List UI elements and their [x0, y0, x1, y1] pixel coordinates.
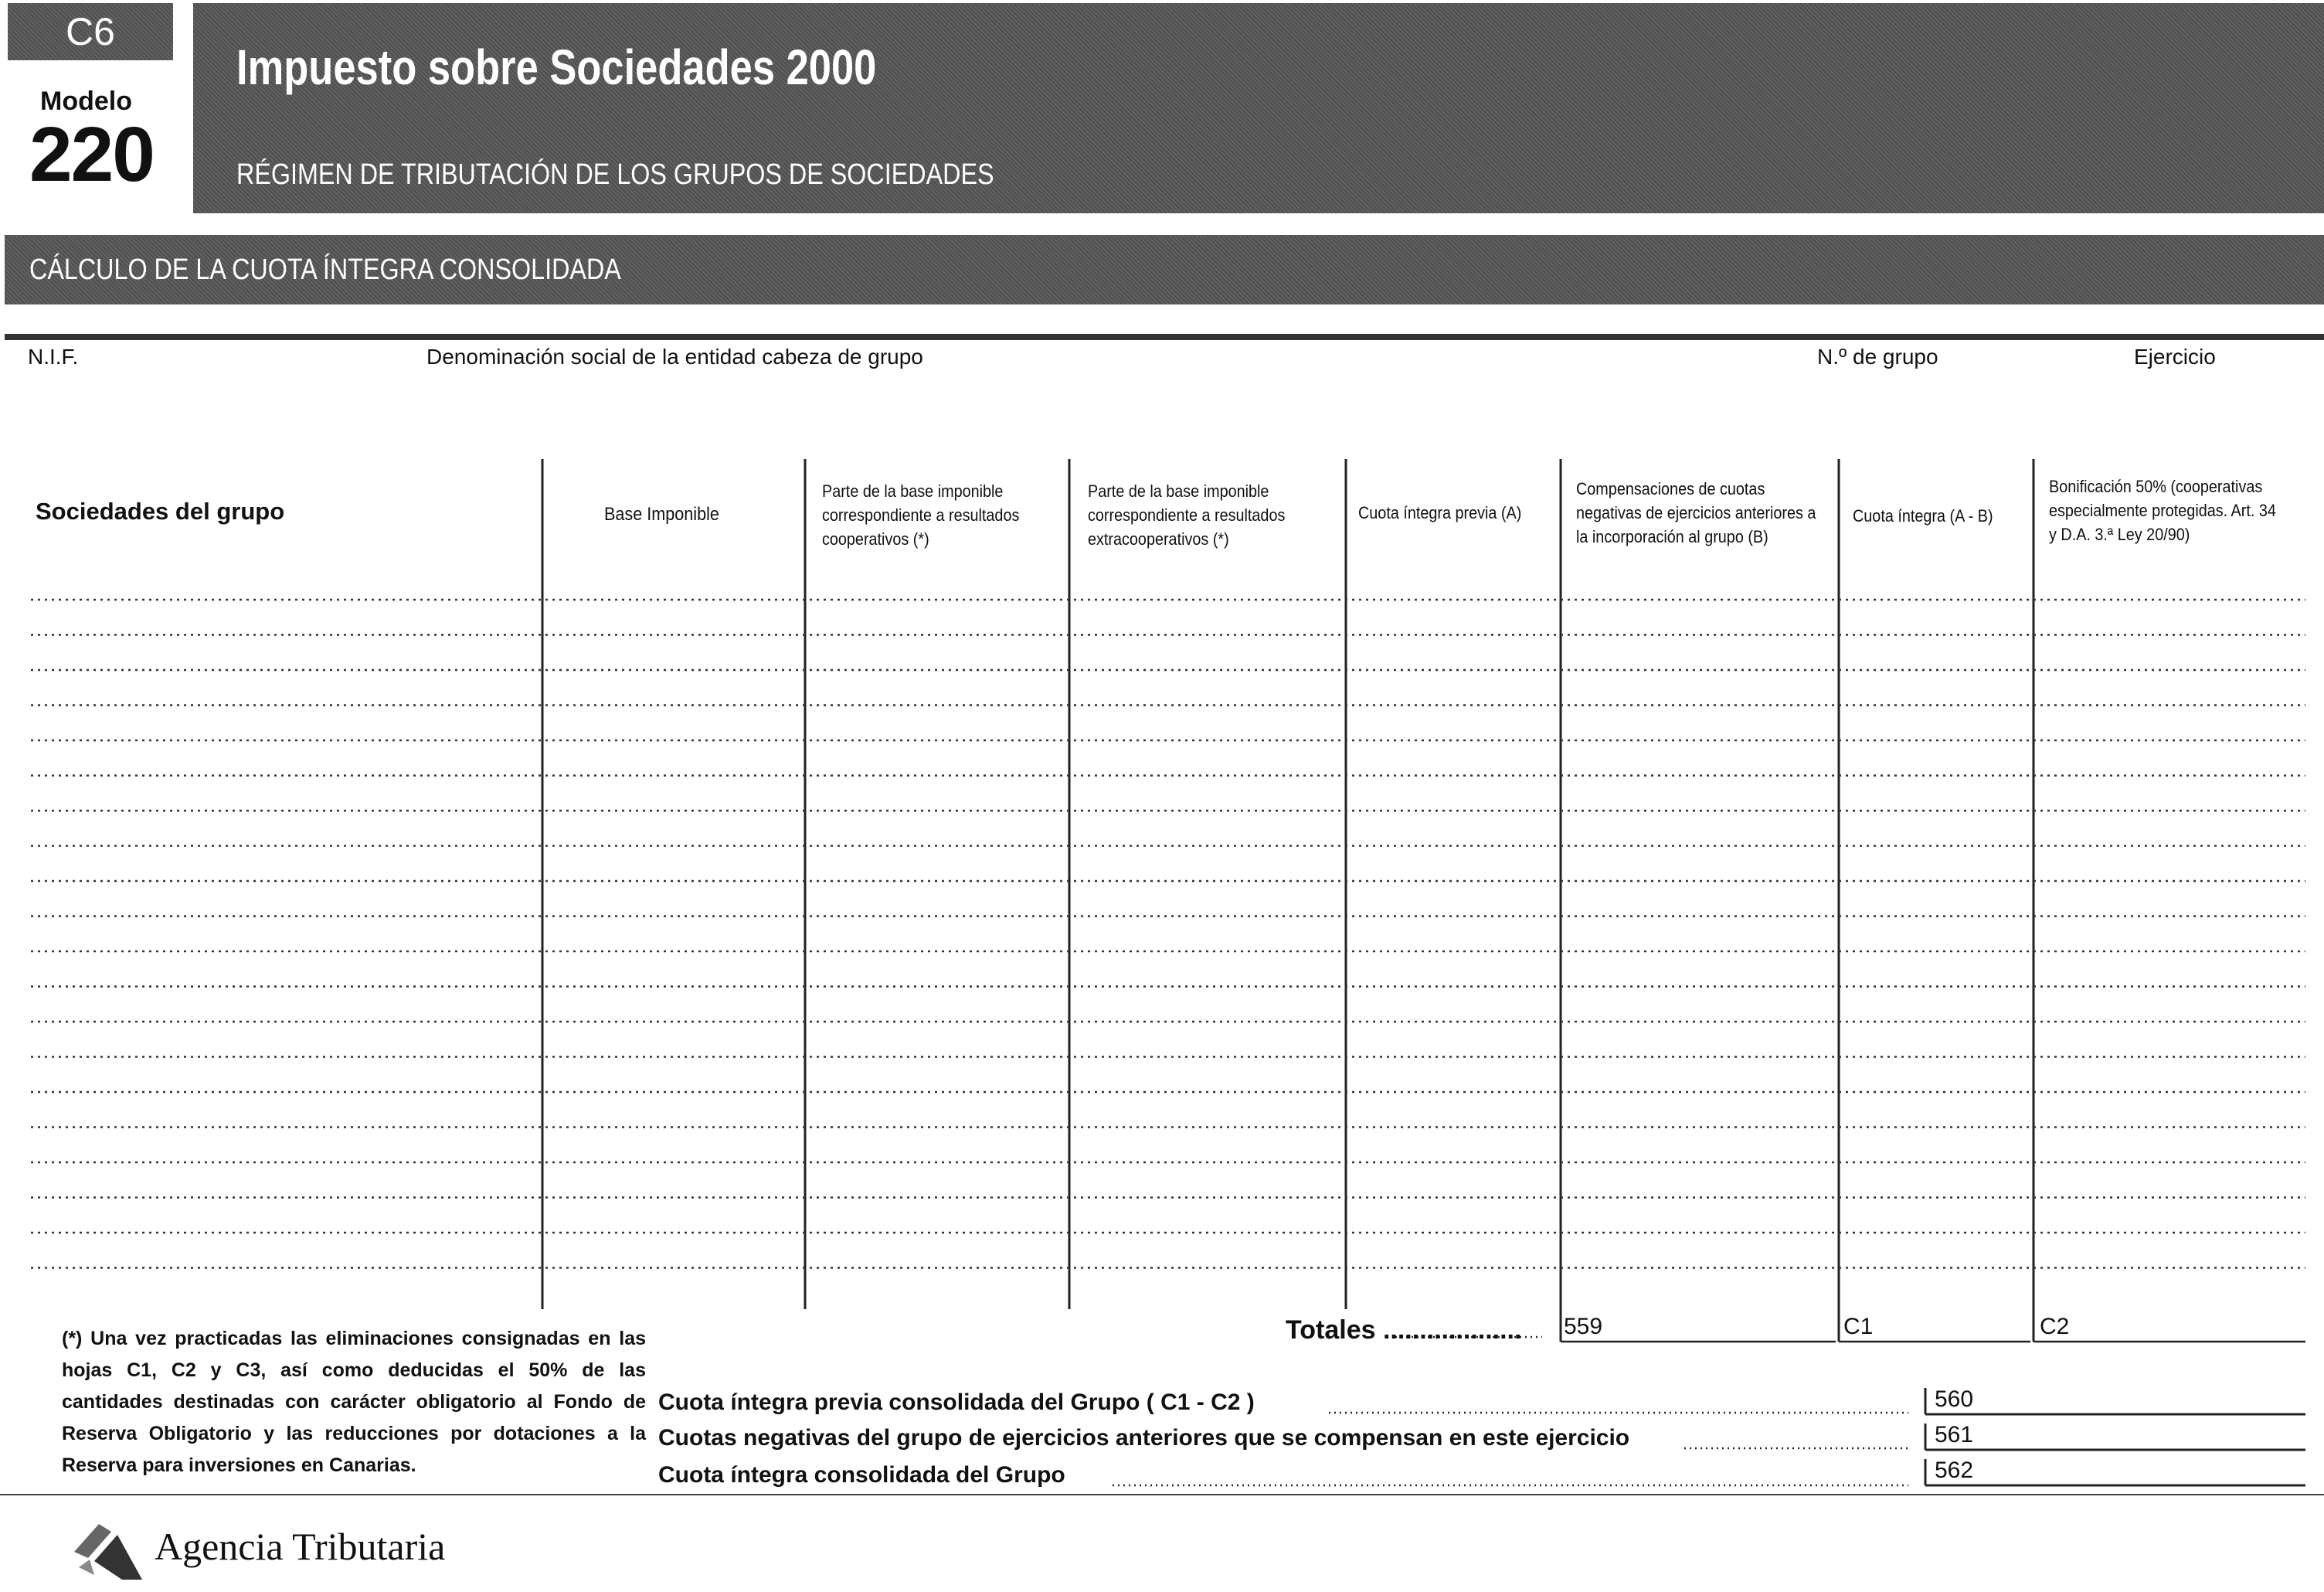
summary-box-560[interactable]: 560	[1935, 1386, 1974, 1412]
totals-label: Totales ...................	[1286, 1315, 1522, 1345]
summary-box-562[interactable]: 562	[1935, 1458, 1974, 1483]
modelo-number: 220	[29, 111, 154, 198]
footnote: (*) Una vez practicadas las eliminaciones consignadas en las hojas C1, C2 y C3, así como deducidas el 50% de las cantidades destinadas con carácter obligatorio al Fondo de Reserva Obligatorio y las reducciones por dotaciones a la Reserva para inversiones en Canarias.	[62, 1328, 646, 1476]
col-cooperativos-heading: Parte de la base imponible correspondiente a resultados cooperativos (*)	[822, 481, 1020, 549]
section-title: CÁLCULO DE LA CUOTA ÍNTEGRA CONSOLIDADA	[29, 253, 621, 286]
summary-label-561: Cuotas negativas del grupo de ejercicios anteriores que se compensan en este ejercicio	[658, 1425, 1630, 1451]
totals-box-c1[interactable]: C1	[1843, 1314, 1874, 1339]
page-title: Impuesto sobre Sociedades 2000	[236, 39, 877, 95]
ejercicio-label: Ejercicio	[2134, 345, 2216, 369]
page-subtitle: RÉGIMEN DE TRIBUTACIÓN DE LOS GRUPOS DE SOCIEDADES	[236, 158, 994, 191]
col-base-imponible-heading: Base Imponible	[604, 504, 719, 525]
totals-box-c2[interactable]: C2	[2040, 1314, 2070, 1339]
col-cuota-previa-heading: Cuota íntegra previa (A)	[1358, 503, 1522, 522]
summary-label-560: Cuota íntegra previa consolidada del Grupo ( C1 - C2 )	[658, 1390, 1255, 1415]
sheet-code: C6	[8, 3, 173, 60]
modelo-label: Modelo	[40, 87, 132, 116]
col-compensaciones-heading: Compensaciones de cuotas negativas de ejercicios anteriores a la incorporación al grupo (B)	[1576, 479, 1816, 546]
agency-name: Agencia Tributaria	[155, 1525, 446, 1568]
denominacion-label: Denominación social de la entidad cabeza de grupo	[426, 345, 923, 369]
col-extracooperativos-heading: Parte de la base imponible correspondiente a resultados extracooperativos (*)	[1088, 481, 1286, 549]
totals-box-559[interactable]: 559	[1564, 1314, 1603, 1339]
summary-box-561[interactable]: 561	[1935, 1422, 1974, 1447]
col-sociedades-heading: Sociedades del grupo	[36, 498, 285, 525]
col-bonificacion-heading: Bonificación 50% (cooperativas especialmente protegidas. Art. 34 y D.A. 3.ª Ley 20/90)	[2049, 477, 2276, 544]
col-cuota-integra-heading: Cuota íntegra (A - B)	[1853, 506, 1993, 526]
grupo-label: N.º de grupo	[1817, 345, 1938, 369]
summary-label-562: Cuota íntegra consolidada del Grupo	[658, 1462, 1065, 1488]
agency-logo-icon	[71, 1521, 145, 1583]
nif-label: N.I.F.	[28, 345, 79, 369]
